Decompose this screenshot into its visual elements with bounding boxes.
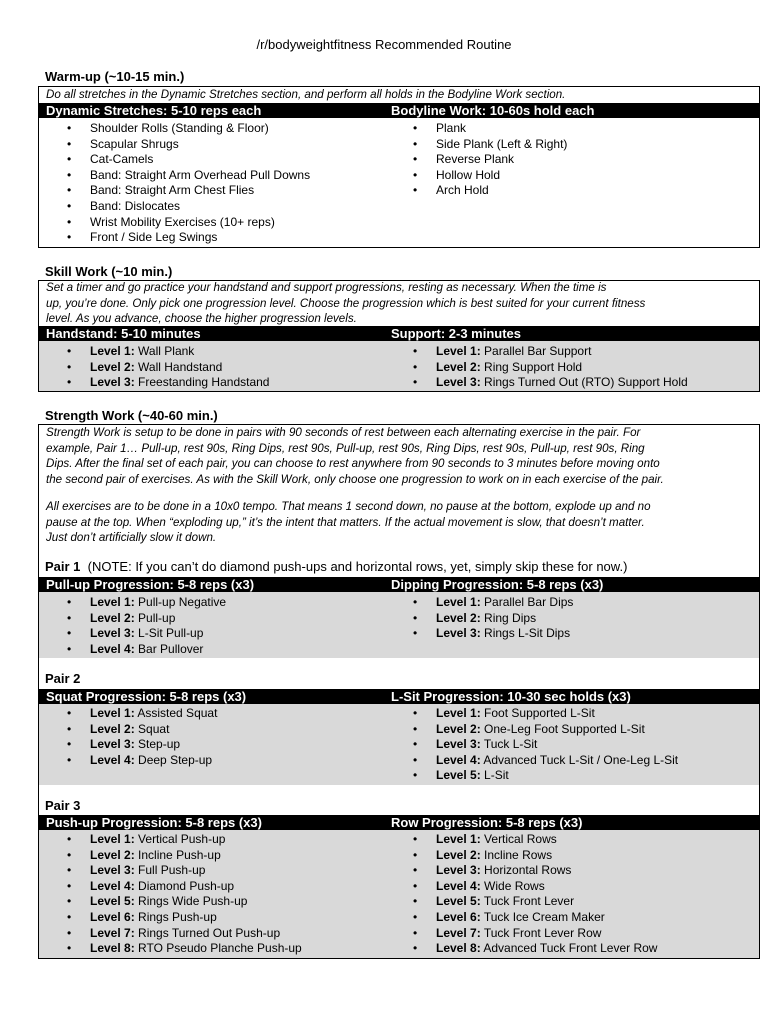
list-item: • Level 4: Wide Rows <box>413 879 657 895</box>
list-item: • Level 1: Parallel Bar Support <box>413 344 688 360</box>
list-item: • Hollow Hold <box>413 168 567 184</box>
warmup-heading: Warm-up (~10-15 min.) <box>45 69 185 84</box>
list-item: • Level 2: Wall Handstand <box>67 360 269 376</box>
warmup-title-bar <box>39 103 759 118</box>
pushup-title: Push-up Progression: 5-8 reps (x3) <box>46 815 262 830</box>
list-item: • Level 1: Wall Plank <box>67 344 269 360</box>
list-item: • Scapular Shrugs <box>67 137 310 153</box>
skill-desc-line: Set a timer and go practice your handstand and support progressions, resting as necessary. When the time is <box>46 281 607 294</box>
list-item: • Level 4: Advanced Tuck L-Sit / One-Leg L-Sit <box>413 753 678 769</box>
skill-desc-line: up, you’re done. Only pick one progression level. Choose the progression which is best suited for your current fitness <box>46 296 646 310</box>
list-item: • Level 5: L-Sit <box>413 768 678 784</box>
list-item: • Level 3: Horizontal Rows <box>413 863 657 879</box>
list-item: • Level 8: Advanced Tuck Front Lever Row <box>413 941 657 957</box>
strength-desc-line: the second pair of exercises. As with the Skill Work, only choose one progression to work on in each exercise of the pair. <box>46 472 664 486</box>
list-item: • Level 4: Bar Pullover <box>67 642 226 658</box>
list-item: • Arch Hold <box>413 183 567 199</box>
pair-3-title-bar <box>39 815 759 830</box>
tempo-desc-line: All exercises are to be done in a 10x0 tempo. That means 1 second down, no pause at the bottom, explode up and no <box>46 500 651 513</box>
skill-title-bar <box>39 326 759 341</box>
skill-desc-line: level. As you advance, choose the higher progression levels. <box>46 312 357 326</box>
dynamic-stretches-list <box>67 121 310 246</box>
list-item: • Front / Side Leg Swings <box>67 230 310 246</box>
list-item: • Level 1: Vertical Push-up <box>67 832 302 848</box>
squat-title: Squat Progression: 5-8 reps (x3) <box>46 689 247 704</box>
list-item: • Level 2: Incline Rows <box>413 848 657 864</box>
list-item: • Level 1: Pull-up Negative <box>67 595 226 611</box>
strength-desc-line: example, Pair 1… Pull-up, rest 90s, Ring Dips, rest 90s, Pull-up, rest 90s, Ring Dips, rest 90s, Pull-up, rest 90s, Ring <box>46 441 645 455</box>
list-item: • Level 2: One-Leg Foot Supported L-Sit <box>413 722 678 738</box>
tempo-description <box>46 499 758 546</box>
tempo-desc-line: pause at the top. When “exploding up,” it’s the intent that matters. If the actual movement is slow, that doesn’t matter. <box>46 515 645 529</box>
pullup-list <box>67 595 226 657</box>
pullup-title: Pull-up Progression: 5-8 reps (x3) <box>46 577 255 592</box>
bodyline-work-list <box>413 121 567 199</box>
pair-2-title-bar <box>39 689 759 704</box>
list-item: • Shoulder Rolls (Standing & Floor) <box>67 121 310 137</box>
tempo-desc-line: Just don’t artificially slow it down. <box>46 531 217 545</box>
list-item: • Band: Straight Arm Overhead Pull Downs <box>67 168 310 184</box>
warmup-description: Do all stretches in the Dynamic Stretches section, and perform all holds in the Bodyline Work section. <box>46 88 566 101</box>
list-item: • Band: Straight Arm Chest Flies <box>67 183 310 199</box>
skill-heading: Skill Work (~10 min.) <box>45 264 173 279</box>
list-item: • Level 1: Assisted Squat <box>67 706 217 722</box>
pair-2-heading: Pair 2 <box>45 671 81 686</box>
list-item: • Level 5: Tuck Front Lever <box>413 894 657 910</box>
pair-1-heading: Pair 1 (NOTE: If you can’t do diamond push-ups and horizontal rows, yet, simply skip these for now.) <box>45 559 628 574</box>
lsit-title: L-Sit Progression: 10-30 sec holds (x3) <box>391 689 631 704</box>
list-item: • Level 2: Pull-up <box>67 611 226 627</box>
list-item: • Level 1: Foot Supported L-Sit <box>413 706 678 722</box>
list-item: • Plank <box>413 121 567 137</box>
handstand-title: Handstand: 5-10 minutes <box>46 326 201 341</box>
pair-3-heading: Pair 3 <box>45 798 81 813</box>
list-item: • Cat-Camels <box>67 152 310 168</box>
list-item: • Level 3: Step-up <box>67 737 217 753</box>
skill-description <box>46 280 758 327</box>
list-item: • Level 3: Freestanding Handstand <box>67 375 269 391</box>
handstand-list <box>67 344 269 391</box>
list-item: • Level 3: Rings L-Sit Dips <box>413 626 573 642</box>
pushup-list <box>67 832 302 957</box>
list-item: • Level 2: Squat <box>67 722 217 738</box>
row-title: Row Progression: 5-8 reps (x3) <box>391 815 583 830</box>
strength-heading: Strength Work (~40-60 min.) <box>45 408 218 423</box>
support-list <box>413 344 688 391</box>
list-item: • Level 1: Parallel Bar Dips <box>413 595 573 611</box>
list-item: • Level 6: Rings Push-up <box>67 910 302 926</box>
bodyline-work-title: Bodyline Work: 10-60s hold each <box>391 103 595 118</box>
dynamic-stretches-title: Dynamic Stretches: 5-10 reps each <box>46 103 262 118</box>
list-item: • Level 5: Rings Wide Push-up <box>67 894 302 910</box>
pair-1-note: (NOTE: If you can’t do diamond push-ups and horizontal rows, yet, simply skip these for now.) <box>87 559 628 574</box>
support-title: Support: 2-3 minutes <box>391 326 522 341</box>
list-item: • Level 2: Incline Push-up <box>67 848 302 864</box>
list-item: • Level 3: Tuck L-Sit <box>413 737 678 753</box>
list-item: • Side Plank (Left & Right) <box>413 137 567 153</box>
list-item: • Level 2: Ring Dips <box>413 611 573 627</box>
list-item: • Level 6: Tuck Ice Cream Maker <box>413 910 657 926</box>
list-item: • Level 4: Deep Step-up <box>67 753 217 769</box>
list-item: • Level 8: RTO Pseudo Planche Push-up <box>67 941 302 957</box>
list-item: • Reverse Plank <box>413 152 567 168</box>
list-item: • Level 3: Full Push-up <box>67 863 302 879</box>
dipping-title: Dipping Progression: 5-8 reps (x3) <box>391 577 604 592</box>
strength-desc-line: Strength Work is setup to be done in pairs with 90 seconds of rest between each alternating exercise in the pair. For <box>46 426 641 439</box>
list-item: • Level 7: Rings Turned Out Push-up <box>67 926 302 942</box>
list-item: • Level 2: Ring Support Hold <box>413 360 688 376</box>
strength-desc-line: Dips. After the final set of each pair, you can choose to rest anywhere from 90 seconds to 3 minutes before moving onto <box>46 457 660 471</box>
list-item: • Level 1: Vertical Rows <box>413 832 657 848</box>
page-title: /r/bodyweightfitness Recommended Routine <box>256 37 512 52</box>
row-list <box>413 832 657 957</box>
lsit-list <box>413 706 678 784</box>
list-item: • Level 4: Diamond Push-up <box>67 879 302 895</box>
list-item: • Band: Dislocates <box>67 199 310 215</box>
list-item: • Level 3: L-Sit Pull-up <box>67 626 226 642</box>
list-item: • Level 7: Tuck Front Lever Row <box>413 926 657 942</box>
pair-1-title-bar <box>39 577 759 592</box>
squat-list <box>67 706 217 768</box>
strength-description <box>46 425 758 487</box>
list-item: • Level 3: Rings Turned Out (RTO) Support Hold <box>413 375 688 391</box>
list-item: • Wrist Mobility Exercises (10+ reps) <box>67 215 310 231</box>
dipping-list <box>413 595 573 642</box>
